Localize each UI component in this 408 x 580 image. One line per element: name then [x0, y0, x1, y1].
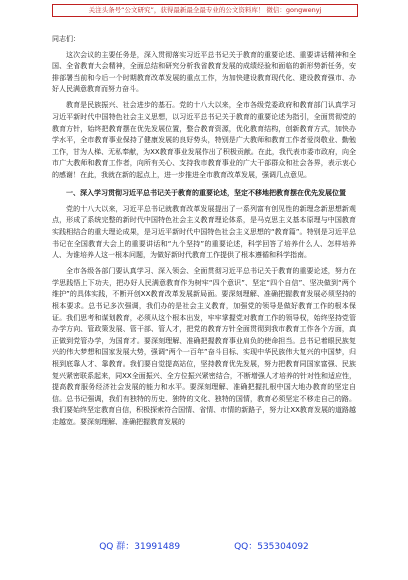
greeting: 同志们： [52, 35, 80, 43]
section-heading: 一、深入学习贯彻习近平总书记关于教育的重要论述，坚定不移地把教育摆在优先发展位置 [66, 188, 346, 197]
qq-group-number: QQ 群：31991489 [99, 542, 181, 552]
paragraph: 全市各级各部门要认真学习、深入领会、全面贯彻习近平总书记关于教育的重要论述，努力在学思践悟上下功夫，把办好人民满意教育作为树牢“四个意识”、坚定“四个自信”、坚决做到“两个维护”的具体实践，不断开创XX教育改革发展新局面。要深刻理解、准确把握教育发展必须坚持的根本要求。总书记多次强调，我们办的是社会主义教育，加强党的领导是做好教育工作的根本保证。我们思考和谋划教育，必须从这个根本出发，牢牢掌握党对教育工作的领导权，始终坚持党管办学方向、管政策发展、管干部、管人才，把党的教育方针全面贯彻到我市教育工作各个方面，真正做到党管办学，为国育才。要深刻理解、准确把握教育事业肩负的使命担当。总书记着眼民族复兴的伟大梦想和国家发展大势，强调“两个一百年”奋斗目标、实现中华民族伟大复兴的中国梦，归根到底靠人才、靠教育。我们要自觉提高站位，坚持教育优先发展，努力把教育同国家富强、民族复兴紧密联系起来，同XX全面振兴、全方位振兴紧密结合，不断增强人才培养的针对性和适应性，提高教育服务经济社会发展的能力和水平。要深刻理解、准确把握扎根中国大地办教育的坚定自信。总书记强调，我们有独特的历史、独特的文化、独特的国情，教育必须坚定不移走自己的路。我们要始终坚定教育自信，积极探索符合国情、省情、市情的新路子，努力让XX教育发展的道路越走越宽。要深刻理解、准确把握教育发展的 [52, 267, 356, 426]
promo-banner: 关注头条号“公文研究”，获得最新最全最专业的公文资料库！ 微信：gongwenyj [52, 4, 358, 17]
paragraph: 党的十八大以来，习近平总书记就教育改革发展提出了一系列富有创见性的新理念新思想新观点，形成了系统完整的新时代中国特色社会主义教育理论体系，是马克思主义基本原理与中国教育实践相结合的重大理论成果，是习近平新时代中国特色社会主义思想的“教育篇”。特别是习近平总书记在全国教育大会上的重要讲话和“九个坚持”的重要论述，科学回答了培养什么人、怎样培养人、为谁培养人这一根本问题，为做好新时代教育工作提供了根本遵循和科学指南。 [52, 204, 356, 260]
footer-contact [52, 539, 356, 555]
paragraph: 这次会议的主要任务是，深入贯彻落实习近平总书记关于教育的重要论述、重要讲话精神和全国、全省教育大会精神，全面总结和研究分析我省教育发展的成绩经验和面临的新形势新任务，安排部署当前和今后一个时期教育改革发展的重点工作，为加快建设教育现代化、建设教育强市、办好人民满意教育而努力奋斗。 [52, 50, 356, 94]
qq-number: QQ：535304092 [234, 542, 309, 552]
document-body [52, 26, 356, 433]
paragraph: 教育是民族振兴、社会进步的基石。党的十八大以来，全市各级党委政府和教育部门认真学习习近平新时代中国特色社会主义思想，以习近平总书记关于教育的重要论述为指引，全面贯彻党的教育方针，始终把教育摆在优先发展位置，整合教育资源，优化教育结构，创新教育方式，加快办学水平，全市教育事业保持了健康发展的良好势头，特别是广大教师和教育工作者爱岗敬业、勤勉工作，甘为人梯、无私奉献，为XX教育事业发展作出了积极贡献。在此，我代表市委市政府，向全市广大教师和教育工作者，向所有关心、支持我市教育事业的广大干部群众和社会各界，表示衷心的感谢！在此，我就在新的起点上，进一步推进全市教育改革发展，强调几点意见。 [52, 101, 356, 180]
